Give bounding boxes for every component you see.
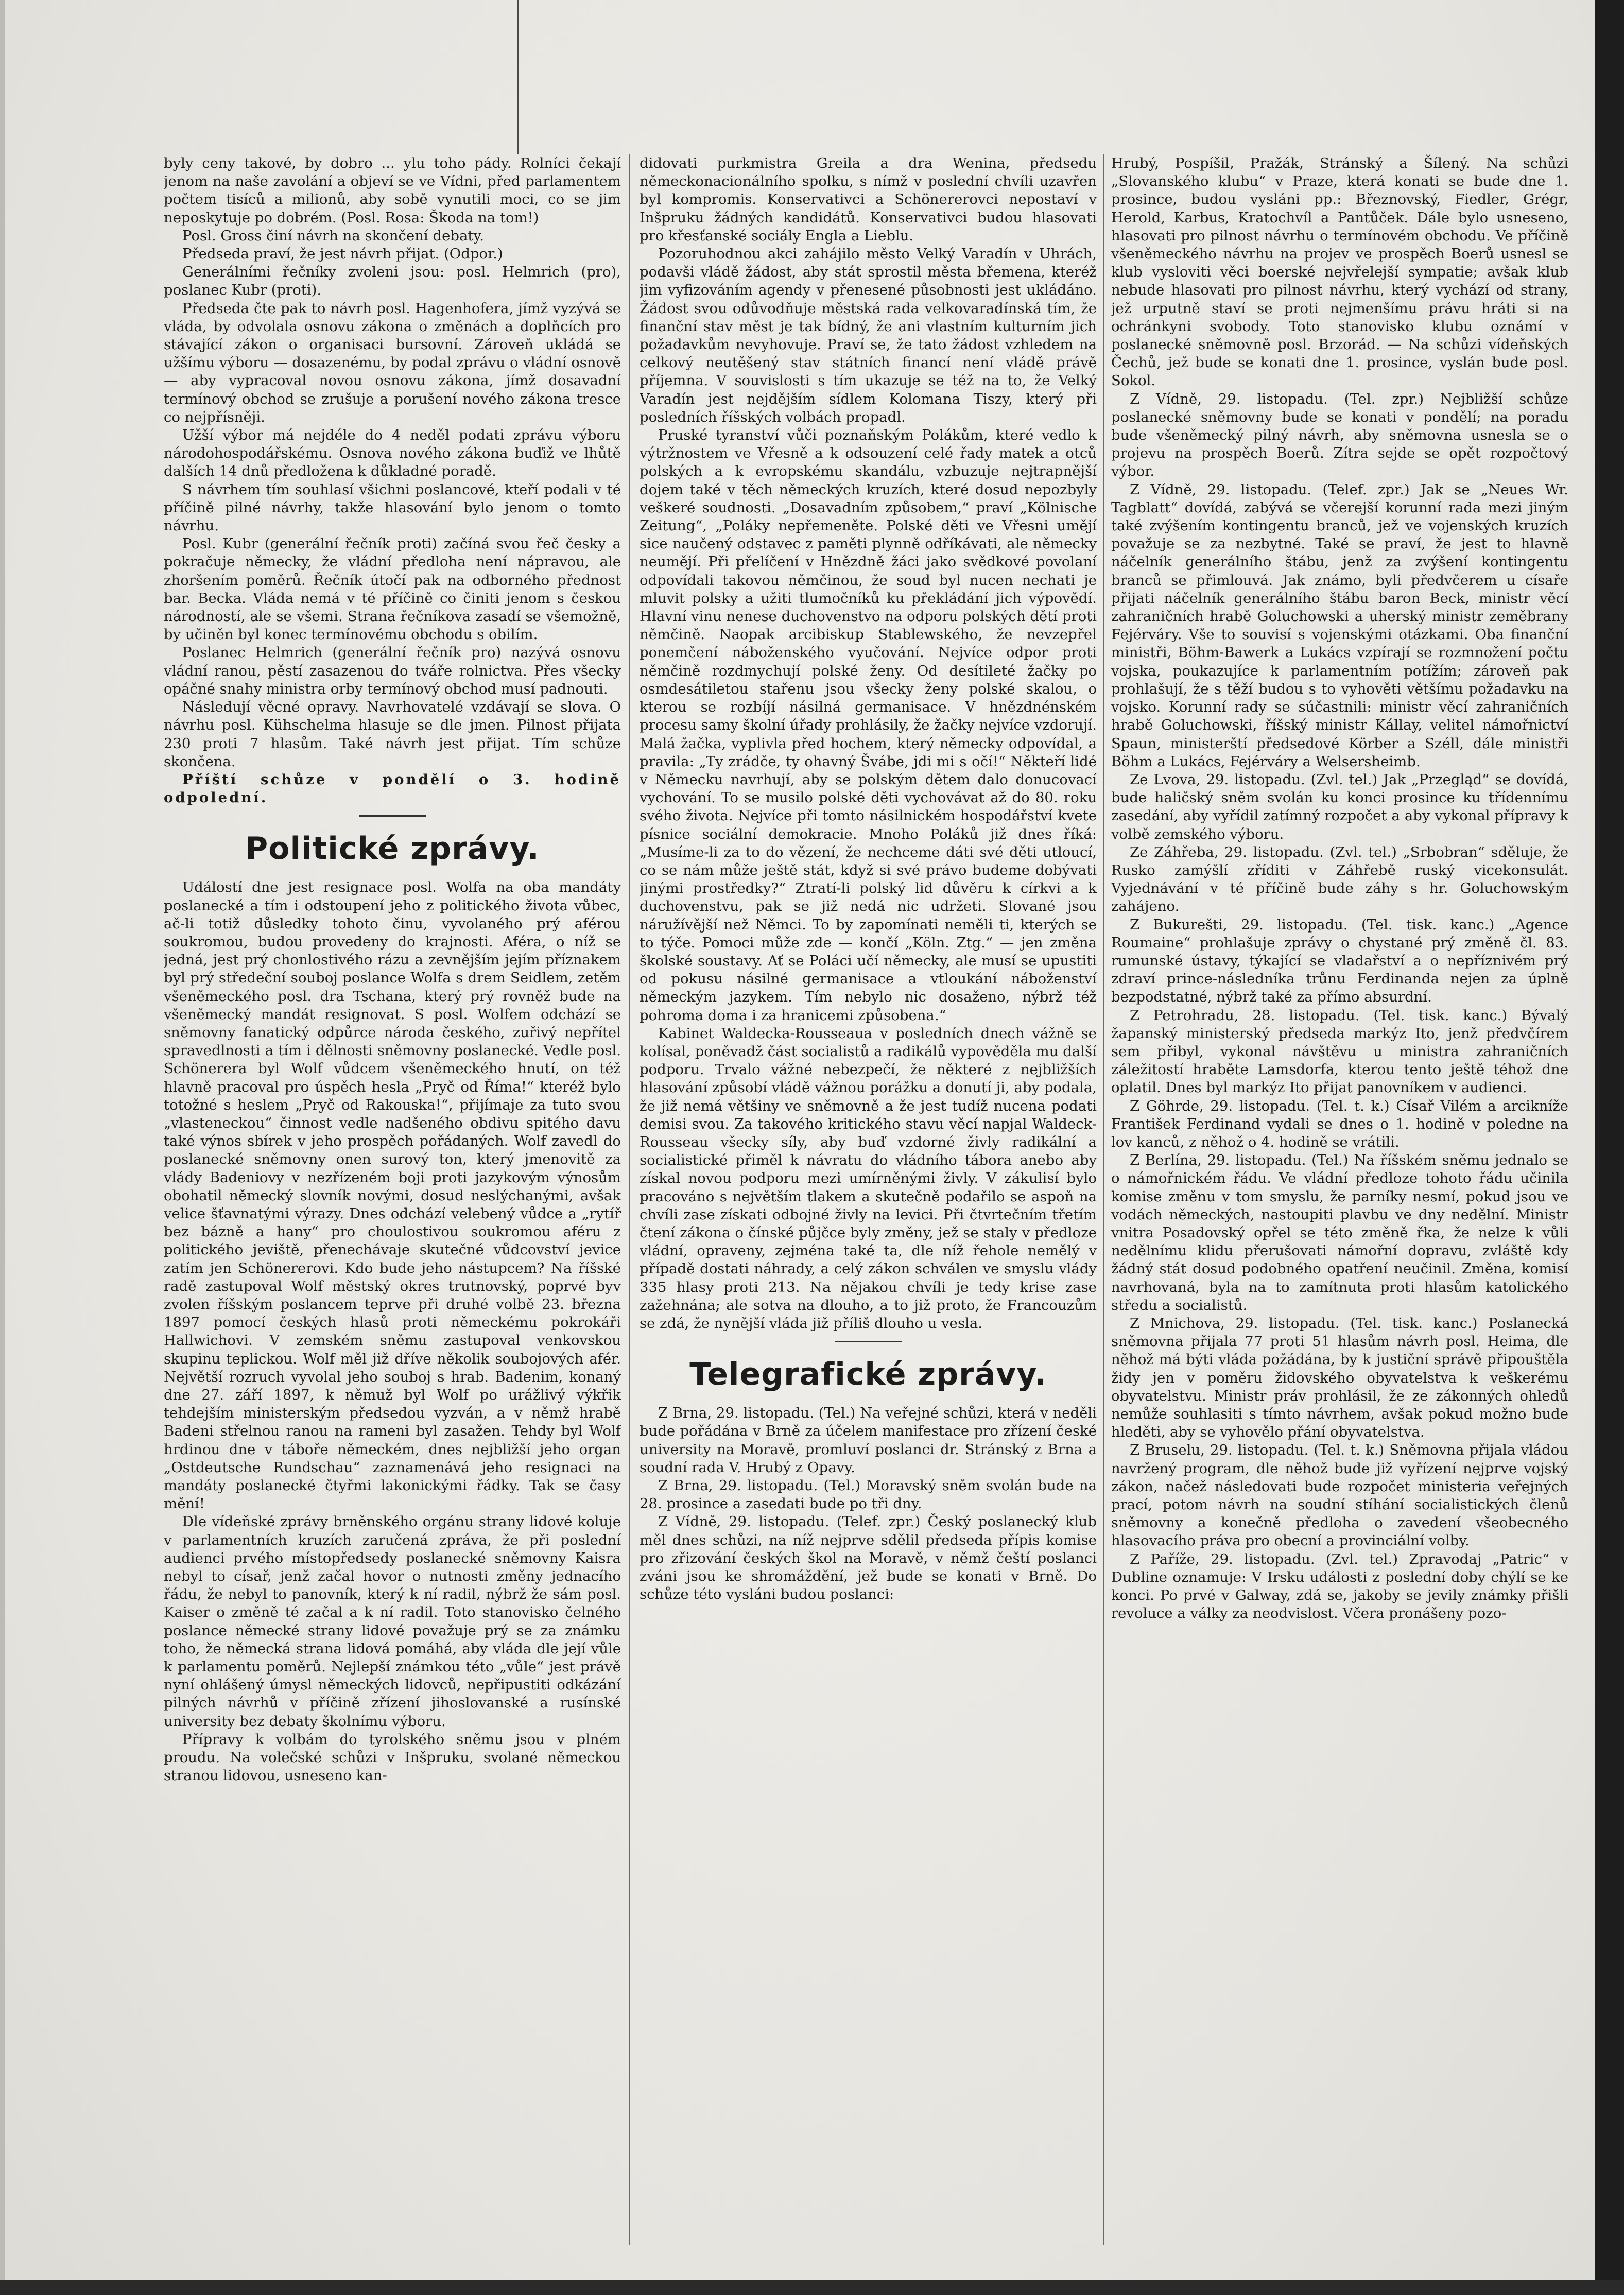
divider bbox=[359, 815, 426, 817]
paragraph: Předseda čte pak to návrh posl. Hagenhofera, jímž vyzývá se vláda, by odvolala osnovu zákona o změnách a doplňcích pro stávající zákon o organisaci bursovní. Zároveň ukládá se užšímu výboru — dosazenému, by podal zprávu o vládní osnově — aby vypracoval novou osnovu zákona, jímž dosavadní termínový obchod se zrušuje a porušení nového zákona tresce co nejpřísněji. bbox=[164, 300, 621, 425]
divider bbox=[835, 1341, 902, 1342]
paragraph: Následují věcné opravy. Navrhovatelé vzdávají se slova. O návrhu posl. Kühschelma hlasuje se dle jmen. Pilnost přijata 230 proti 7 hlasům. Také návrh jest přijat. Tím schůze skončena. bbox=[164, 699, 621, 770]
telegram: Hrubý, Pospíšil, Pražák, Stránský a Šílený. Na schůzi „Slovanského klubu“ v Praze, která konati se bude dne 1. prosince, budou vysláni pp.: Březnovský, Fiedler, Grégr, Herold, Karbus, Kratochvíl a Pantůček. Dále bylo usneseno, hlasovati pro pilnost návrhu o termínovém obchodu. Ve příčině všeněmeckého návrhu na projev ve prospěch Boerů usnesl se klub vysloviti věci boerské nejvřelejší sympatie; avšak klub nebude hlasovati pro pilnost návrhu, který vychází od strany, jež urputně staví se proti nejmenšímu právu hráti si na ochránkyni svobody. Toto stanovisko klubu oznámí v poslanecké sněmovně posl. Brzorád. — Na schůzi vídeňských Čechů, jež bude se konati dne 1. prosince, vyslán bude posl. Sokol. bbox=[1111, 155, 1568, 389]
telegram: Z Brna, 29. listopadu. (Tel.) Na veřejné schůzi, která v neděli bude pořádána v Brně za účelem manifestace pro zřízení české university na Moravě, promluví poslanci dr. Stránský z Brna a soudní rada V. Hrubý z Opavy. bbox=[640, 1405, 1097, 1476]
paragraph: Pozoruhodnou akci zahájilo město Velký Varadín v Uhrách, podavši vládě žádost, aby stát sprostil města břemena, kteréž jim vyfizováním agendy v přenesené působnosti jest ukládáno. Žádost svou odůvodňuje městská rada velkovaradínská tím, že finanční stav měst je tak bídný, že ani vlastním kulturním jich požadavkům nevyhovuje. Praví se, že tato žádost vzhledem na celkový neutěšený stav státních financí není vládě právě příjemna. V souvislosti s tím ukazuje se též na to, že Velký Varadín jest nejdějším sídlem Kolomana Tiszy, který při posledních říšských volbách propadl. bbox=[640, 246, 1097, 425]
column-rule bbox=[629, 154, 630, 2245]
column-2 bbox=[640, 154, 1097, 2253]
telegram: Z Brna, 29. listopadu. (Tel.) Moravský sněm svolán bude na 28. prosince a zasedati bude po tři dny. bbox=[640, 1477, 1097, 1512]
paragraph: byly ceny takové, by dobro ... ylu toho pády. Rolníci čekají jenom na naše zavolání a objeví se ve Vídni, před parlamentem počtem tisíců a milionů, aby sobě vynutili moci, co se jim neposkytuje po dobrém. (Posl. Rosa: Škoda na tom!) bbox=[164, 155, 621, 226]
section-title-politics: Politické zprávy. bbox=[245, 831, 540, 867]
column-1 bbox=[164, 154, 621, 2253]
scan-right-edge bbox=[1595, 0, 1624, 2295]
paragraph: Předseda praví, že jest návrh přijat. (Odpor.) bbox=[182, 246, 503, 263]
paragraph: Přípravy k volbám do tyrolského sněmu jsou v plném proudu. Na volečské schůzi v Inšpruku, svolané německou stranou lidovou, usneseno kan- bbox=[164, 1731, 621, 1784]
telegram: Z Mnichova, 29. listopadu. (Tel. tisk. kanc.) Poslanecká sněmovna přijala 77 proti 51 hlasům návrh posl. Heima, dle něhož má býti vláda požádána, by k justiční správě připouštěla židy jen v poměru židovského obyvatelstva k veškerému obyvatelstvu. Ministr práv prohlásil, že ze zákonných ohledů nemůže souhlasiti s tímto návrhem, avšak pokud možno bude hleděti, aby se vyhovělo přání obyvatelstva. bbox=[1111, 1315, 1568, 1441]
telegram: Z Petrohradu, 28. listopadu. (Tel. tisk. kanc.) Bývalý žapanský ministerský předseda markýz Ito, jenž předvčírem sem přibyl, vykonal návštěvu u ministra zahraničních záležitostí hraběte Lamsdorfa, kterou tento ještě téhož dne oplatil. Dnes byl markýz Ito přijat panovníkem v audienci. bbox=[1111, 1007, 1568, 1096]
paragraph: Událostí dne jest resignace posl. Wolfa na oba mandáty poslanecké a tím i odstoupení jeho z politického života vůbec, ač-li totiž důsledky tohoto činu, vyvolaného prý aférou soukromou, budou provedeny do krajnosti. Aféra, o níž se jedná, jest prý chonlostivého rázu a zevnějším jejím příznakem byl prý středeční souboj poslance Wolfa s drem Seidlem, zetěm všeněmeckého posl. dra Tschana, který prý rovněž bude na všeněmecký mandát resignovat. S posl. Wolfem odchází se sněmovny fanatický odpůrce národa českého, zuřivý nepřítel spravedlnosti a tím i dělnosti sněmovny poslanecké. Vedle posl. Schönerera byl Wolf vůdcem všeněmeckého hnutí, on též hlavně pracoval pro úspěch hesla „Pryč od Říma!“ kteréž bylo totožné s heslem „Pryč od Rakouska!“, přijímaje za tuto svou „vlasteneckou“ činnost vedle nadšeného obdivu spitého davu také výnos sbírek v jeho prospěch pořádaných. Wolf zavedl do poslanecké sněmovny onen surový ton, který jmenovitě za vlády Badeniovy v nezřízeném boji proti jazykovým výnosům obohatil německý slovník novými, dosud neslýchanými, avšak velice šťavnatými výrazy. Dnes odchází velebený vůdce a „rytíř bez bázně a hany“ pro choulostivou soukromou aféru z politického jeviště, přenechávaje skutečné vůdcovství jevice zatím jen Schönererovi. Kdo bude jeho nástupcem? Na říšské radě zastupoval Wolf městský okres trutnovský, poprvé byv zvolen říšským poslancem teprve při druhé volbě 23. března 1897 pomocí českých hlasů proti německému pokrokáři Hallwichovi. V zemském sněmu zastupoval venkovskou skupinu teplickou. Wolf měl již dříve několik soubojových afér. Největší rozruch vyvolal jeho souboj s hrab. Badenim, konaný dne 27. září 1897, k němuž byl Wolf po urážlivý výkřik tehdejším ministerským předsedou vyzván, a v němž hrabě Badeni střelnou ranou na rameni byl zasažen. Tehdy byl Wolf hrdinou dne v táboře německém, dnes nejbližší jeho organ „Ostdeutsche Rundschau“ zaznamenává jeho resignaci na mandáty poslanecké čtyřmi lakonickými řádky. Tak se časy mění! bbox=[164, 879, 621, 1512]
telegram: Z Vídně, 29. listopadu. (Telef. zpr.) Český poslanecký klub měl dnes schůzi, na níž nejprve sdělil předseda přípis komise pro zřizování českých škol na Moravě, v němž čeští poslanci zváni jsou ke shromáždění, jež bude se konati v Brně. Do schůze této vysláni budou poslanci: bbox=[640, 1513, 1097, 1603]
telegram: Z Göhrde, 29. listopadu. (Tel. t. k.) Císař Vilém a arcikníže František Ferdinand vydali se dnes o 1. hodině v poledne na lov kanců, z něhož o 4. hodině se vrátili. bbox=[1111, 1097, 1568, 1150]
telegram: Ze Lvova, 29. listopadu. (Zvl. tel.) Jak „Przegląd“ se dovídá, bude haličský sněm svolán ku konci prosince ku třídennímu zasedání, aby vyřídil zatímný rozpočet a aby vykonal přípravy k volbě zemského výboru. bbox=[1111, 771, 1568, 842]
paragraph: didovati purkmistra Greila a dra Wenina, předsedu německonacionálního spolku, s nímž v poslední chvíli uzavřen byl kompromis. Konservativci a Schönererovci nepostaví v Inšpruku žádných kandidátů. Konservativci budou hlasovati pro křesťanské sociály Engla a Lieblu. bbox=[640, 155, 1097, 244]
section-title-telegrams: Telegrafické zprávy. bbox=[689, 1356, 1047, 1393]
column-3 bbox=[1111, 154, 1568, 2253]
scan-left-edge bbox=[0, 0, 5, 2295]
next-session-note: Příští schůze v pondělí o 3. hodině odpolední. bbox=[164, 771, 621, 806]
telegram: Z Vídně, 29. listopadu. (Tel. zpr.) Nejbližší schůze poslanecké sněmovny bude se konati v pondělí; na poradu bude všeněmecký pilný návrh, aby sněmovna usnesla se o projevu na prospěch Boerů. Zítra sejde se opět rozpočtový výbor. bbox=[1111, 390, 1568, 480]
paragraph: Generálními řečníky zvoleni jsou: posl. Helmrich (pro), poslanec Kubr (proti). bbox=[164, 264, 621, 299]
fold-line bbox=[517, 0, 519, 154]
paragraph: Posl. Gross činí návrh na skončení debaty. bbox=[182, 227, 485, 244]
telegram: Z Vídně, 29. listopadu. (Telef. zpr.) Jak se „Neues Wr. Tagblatt“ dovídá, zabývá se včerejší korunní rada mezi jiným také zvýšením kontingentu branců, jež ve vojenských kruzích považuje se za nezbytné. Také se praví, že jest to hlavně náčelník generálního štábu, jenž za zvýšení kontingentu branců se přimlouvá. Jak známo, byli předvčerem u císaře přijati náčelník generálního štábu baron Beck, ministr věcí zahraničních hrabě Goluchowski a uherský ministr zeměbrany Fejérváry. Vše to souvisí s vojenskými otázkami. Oba finanční ministři, Böhm-Bawerk a Lukács vzpírají se rozmnožení počtu vojska, poukazujíce k parlamentním potížím; zároveň pak prohlašují, že s těží budou s to vyhověti většímu požadavku na vojsko. Korunní rady se súčastnili: ministr věcí zahraničních hrabě Goluchowski, říšský ministr Kállay, velitel námořnictví Spaun, ministerští předsedové Körber a Széll, dále ministři Böhm a Lukács, Fejérváry a Welsersheimb. bbox=[1111, 481, 1568, 770]
telegram: Ze Záhřeba, 29. listopadu. (Zvl. tel.) „Srbobran“ sděluje, že Rusko zamýšlí zříditi v Záhřebě ruský vicekonsulát. Vyjednávání v té příčině bude záhy s hr. Goluchowským zahájeno. bbox=[1111, 843, 1568, 915]
telegram: Z Bukurešti, 29. listopadu. (Tel. tisk. kanc.) „Agence Roumaine“ prohlašuje zprávy o chystané prý změně čl. 83. rumunské ústavy, týkající se vladařství a o nepříznivém prý zdraví prince-následníka trůnu Ferdinanda nejen za úplně bezpodstatné, nýbrž také za přímo absurdní. bbox=[1111, 916, 1568, 1006]
telegram: Z Paříže, 29. listopadu. (Zvl. tel.) Zpravodaj „Patric“ v Dubline oznamuje: V Irsku události z poslední doby chýlí se ke konci. Po prvé v Galway, zdá se, jakoby se jevily známky přišli revoluce a války za neodvislost. Včera pronášeny pozo- bbox=[1111, 1550, 1568, 1622]
paragraph: Poslanec Helmrich (generální řečník pro) nazývá osnovu vládní ranou, pěstí zasazenou do tváře rolnictva. Přes všecky opáčné snahy ministra orby termínový obchod musí padnouti. bbox=[164, 644, 621, 697]
paragraph: Užší výbor má nejdéle do 4 neděl podati zprávu výboru národohospodářskému. Osnova nového zákona buďiž ve lhůtě dalších 14 dnů předložena k důkladné poradě. bbox=[164, 427, 621, 480]
paragraph: S návrhem tím souhlasí všichni poslancové, kteří podali v té příčině pilné návrhy, takže hlasování bylo jenom o tomto návrhu. bbox=[164, 481, 621, 534]
paragraph: Posl. Kubr (generální řečník proti) začíná svou řeč česky a pokračuje německy, že vládní předloha není nápravou, ale zhoršením poměrů. Řečník útočí pak na odborného přednost bar. Becka. Vláda nemá v té příčině co činiti jenom s českou národností, ale se všemi. Strana řečníkova zasadí se všemožně, by učiněn byl konec termínovému obchodu s obilím. bbox=[164, 536, 621, 643]
paragraph: Dle vídeňské zprávy brněnského orgánu strany lidové koluje v parlamentních kruzích zaručená zpráva, že při poslední audienci prvého místopředsedy poslanecké sněmovny Kaisra nebyl to císař, jenž začal hovor o nutnosti změny jednacího řádu, že nebyl to panovník, který k ní radil, nýbrž že sám posl. Kaiser o změně té začal a k ní radil. Toto stanovisko čelného poslance německé strany lidové považuje prý se za známku toho, že německá strana lidová pomáhá, aby vláda dle její vůle k parlamentu poměrů. Nejlepší známkou této „vůle“ jest právě nyní ohlášený úmysl německých lidovců, nepřipustiti odkázání pilných návrhů v příčině zřízení jihoslovanské a rusínské university bez debaty školnímu výboru. bbox=[164, 1513, 621, 1730]
scan-bottom-edge bbox=[0, 2280, 1624, 2295]
telegram: Z Bruselu, 29. listopadu. (Tel. t. k.) Sněmovna přijala vládou navržený program, dle něhož bude již vyřízení nejprve vojský zákon, načež následovati bude rozpočet ministeria veřejných prací, potom návrh na soudní stíhání socialistických členů sněmovny a konečně předloha o zavedení všeobecného hlasovacího práva pro obecní a provinciální volby. bbox=[1111, 1442, 1568, 1549]
paragraph: Pruské tyranství vůči poznaňským Polákům, které vedlo k výtržnostem ve Vřesně a k odsouzení celé řady matek a otců polských a k evropskému skandálu, vzbuzuje nejtrapnější dojem také v těch německých kruzích, které dosud nepozbyly veškeré soudnosti. „Dosavadním způsobem,“ praví „Kölnische Zeitung“, „Poláky nepřemeněte. Polské děti ve Vřesni umějí sice naučený odstavec z paměti plynně odříkávati, ale německy neumějí. Při přelíčení v Hnězdně žáci jako svědkové povolaní odpovídali takovou němčinou, že soud byl nucen nechati je mluvit polsky a užiti tlumočníků ku překládání jich výpovědí. Hlavní vinu nenese duchovenstvo na odporu polských dětí proti němčině. Naopak arcibiskup Stablewského, že nevzepřel ponemčení náboženského vyučování. Nejvíce odpor proti němčině rozdmychují polské ženy. Od desítileté žačky po osmdesátiletou stařenu jsou všecky ženy polské skalou, o kterou se rozbíjí násilná germanisace. V hnězdnénském procesu samy školní úřady prohlásily, že žačky nejvíce vzdorují. Malá žačka, vyplivla před hochem, který německy odpovídal, a pravila: „Ty zrádče, ty ohavný Švábe, jdi mi s očí!“ Někteří lidé v Německu navrhují, aby se polským dětem dalo donucovací vychování. To se musilo polské děti vychovávat až do 80. roku svého života. Nejvíce při tomto násilnickém hospodářství kvete písnice sociální demokracie. Mnoho Poláků již dnes říká: „Musíme-li za to do vězení, že nechceme dáti své děti utloucí, co se nám může ještě stát, když si své právo budeme dobývati jinými prostředky?“ Ztratí-li polský lid důvěru k církvi a k duchovenstvu, pak se již nedá nic udržeti. Slované jsou náružívější než Němci. To by zapomínati neměli ti, kterých se to týče. Pomoci může zde — končí „Köln. Ztg.“ — jen změna školské soustavy. Ať se Poláci učí německy, ale musí se upustiti od pokusu násilné germanisace a vtloukání náboženství německým jazykem. Tím nebylo nic dosaženo, nýbrž též pohroma doma i za hranicemi způsobena.“ bbox=[640, 427, 1097, 1024]
telegram: Z Berlína, 29. listopadu. (Tel.) Na říšském sněmu jednalo se o námořnickém řádu. Ve vládní předloze tohoto řádu učinila komise změnu v tom smyslu, že parníky nesmí, pokud jsou ve vodách německých, nastoupiti plavbu ve dny nedělní. Ministr vnitra Posadovský opřel se této změně řka, že nelze k vůli nedělnímu klidu přerušovati námořní dopravu, zvláště kdy žádný stát dosud podobného opatření neučinil. Změna, komisí navrhovaná, byla na to zamítnuta proti hlasům katolického středu a socialistů. bbox=[1111, 1152, 1568, 1314]
paragraph: Kabinet Waldecka-Rousseaua v posledních dnech vážně se kolísal, poněvadž část socialistů a radikálů vypověděla mu další podporu. Trvalo vážné nebezpečí, že některé z nejbližších hlasování způsobí vládě vážnou porážku a donutí ji, aby podala, že již nemá většiny ve sněmovně a že jest tudíž nucena podati demisi svou. Za takového kritického stavu věcí napjal Waldeck-Rousseau všecky síly, aby buď vzdorné živly radikální a socialistické přiměl k návratu do vládního tábora anebo aby získal novou podporu mezi umírněnými živly. V zákulisí bylo pracováno s největším tlakem a skutečně podařilo se aspoň na chvíli zase získati odbojné živly na levici. Při čtvrtečním třetím čtení zákona o čínské půjčce byly změny, jež se staly v předloze vládní, opraveny, zejména také ta, dle níž řehole nemělý v případě dostati náhrady, a celý zákon schválen ve smyslu vlády 335 hlasy proti 213. Na nějakou chvíli je tedy krise zase zažehnána; ale sotva na dlouho, a to již proto, že Francouzům se zdá, že nynější vláda již příliš dlouho u vesla. bbox=[640, 1025, 1097, 1332]
column-rule bbox=[1103, 154, 1104, 2245]
